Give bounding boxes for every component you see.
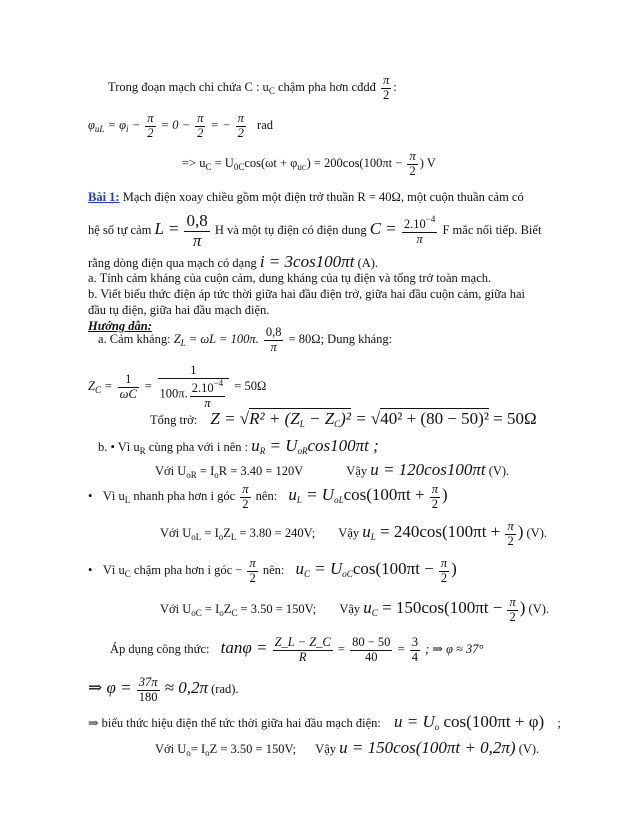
- line-ul: • Vì $u_L$ nhanh pha hơn i góc $\frac{\pi}{2}$ nên: $u_L = U_{oL}\cos(100\pi t$ + $\frac{\pi}{2}$ ): [88, 482, 448, 511]
- problem-line-2: hệ số tự cảm L = $\frac{0,8}{\pi}$ H và một tụ điện có điện dung C = $\frac{2.10^{-4}}{\pi}$ F mắc nối tiếp. Biết: [88, 211, 542, 250]
- line-final-2: Với $U_o= I_oZ = 3.50 = 150V$; Vậy u = 150cos(100πt + 0,2π) (V).: [155, 738, 540, 758]
- frac-uc-3: $\frac{\pi}{2}$: [509, 595, 516, 624]
- line-ur: b. • Vì $u_R$ cùng pha với i nên : $u_R = U_{oR}\cos 100\pi t$ ;: [98, 436, 379, 456]
- frac-ul-3: $\frac{\pi}{2}$: [507, 519, 514, 548]
- frac-tan-1: $\frac{Z\_L - Z\_C}{R}$: [274, 635, 331, 664]
- problem-line-6: đầu tụ điện, giữa hai đầu mạch điện.: [88, 303, 270, 317]
- problem-line-5: b. Viết biểu thức điện áp tức thời giữa hai đầu điện trở, giữa hai đầu cuộn cảm, giữa hai: [88, 287, 525, 301]
- line-tan: Áp dụng công thức: tanφ = $\frac{Z\_L - Z\_C}{R}$ = $\frac{80 - 50}{40}$ = $\frac{3}{4}$ ; ⇒ φ ≈ 37°: [110, 635, 484, 664]
- frac-tan-2: $\frac{80 - 50}{40}$: [352, 635, 391, 664]
- line-final: ⇒ biểu thức hiệu điện thế tức thời giữa hai đầu mạch điện: $u = U_o$ cos(100πt + φ) ;: [88, 712, 561, 732]
- frac-ul-1: $\frac{\pi}{2}$: [242, 482, 249, 511]
- frac-4: $\frac{\pi}{2}$: [409, 149, 416, 178]
- frac-1: $\frac{\pi}{2}$: [147, 111, 154, 140]
- line-ul-2: Với $U_{oL} = I_oZ_L = 3.80 = 240V$; Vậy $u_L = 240\cos(100\pi t$ + $\frac{\pi}{2}$ ) (V).: [160, 519, 547, 548]
- intro-tail: chậm pha hơn cđdđ: [274, 80, 376, 95]
- solution-heading: Hướng dẫn:: [88, 319, 152, 333]
- problem-line-4: a. Tính cảm kháng của cuộn cảm, dung kháng của tụ điện và tổng trở toàn mạch.: [88, 271, 492, 285]
- frac-uc-2: $\frac{\pi}{2}$: [440, 556, 448, 585]
- frac-2: $\frac{\pi}{2}$: [197, 111, 204, 140]
- frac-L: $\frac{0,8}{\pi}$: [186, 211, 208, 250]
- intro-line-1: Trong đoạn mạch chỉ chứa C : $u_C$ chậm pha hơn cđdđ $\frac{\pi}{2}$ :: [108, 73, 397, 102]
- problem-line-3: rằng dòng điện qua mạch có dạng i = 3cos100πt (A).: [88, 252, 379, 271]
- line-ur-2: Với $U_{oR} = I_oR = 3.40 = 120V$ Vậy u = 120cos100πt (V).: [155, 460, 510, 480]
- frac-phi: $\frac{37\pi}{180}$: [138, 675, 158, 704]
- frac-tan-3: $\frac{3}{4}$: [411, 635, 418, 664]
- line-zl: a. Cảm kháng: $Z_L = \omega L = 100\pi$. $\frac{0,8}{\pi}$ = 80Ω; Dung kháng:: [98, 325, 393, 354]
- line-z: Tổng trở: $Z = √R^2 + (Z_L - Z_C)^2 = √40^2 + (80 - 50)^2 = 50\Omega$: [150, 409, 537, 429]
- intro-fraction: $\frac{\pi}{2}$: [382, 73, 390, 102]
- frac-zc-2: 1 100π. $\frac{2.10^{-4}}{\pi}$: [158, 364, 230, 410]
- frac-C: $\frac{2.10^{-4}}{\pi}$: [403, 214, 436, 247]
- bullet-icon: •: [88, 489, 93, 504]
- line-uc-2: Với $U_{oC} = I_oZ_C = 3.50 = 150V$; Vậy $u_C = 150\cos(100\pi t$ − $\frac{\pi}{2}$ ) (V).: [160, 595, 550, 624]
- intro-line-3: => $u_C = U_{0C}\cos(\omega t + \varphi_{uC}) = 200\cos(100\pi t$ − $\frac{\pi}{2}$ ) V: [182, 149, 436, 178]
- frac-3: $\frac{\pi}{2}$: [237, 111, 244, 140]
- line-uc: • Vì $u_C$ chậm pha hơn i góc − $\frac{\pi}{2}$ nên: $u_C = U_{oC}\cos(100\pi t$ − $\frac{\pi}{2}$ ): [88, 556, 457, 585]
- problem-line-1: Bài 1: Mạch điện xoay chiều gồm một điện trở thuần R = 40Ω, một cuộn thuần cảm có: [88, 190, 524, 204]
- line-zc: $Z_C$ = $\frac{1}{\omega C}$ = 1 100π. $\frac{2.10^{-4}}{\pi}$ = 50Ω: [88, 363, 267, 410]
- problem-label: Bài 1:: [88, 190, 120, 204]
- frac-zl: $\frac{0,8}{\pi}$: [265, 325, 282, 354]
- bullet-icon: •: [88, 563, 93, 578]
- intro-text: Trong đoạn mạch chỉ chứa C : u: [108, 80, 269, 95]
- frac-ul-2: $\frac{\pi}{2}$: [431, 482, 438, 511]
- frac-zc-1: $\frac{1}{\omega C}$: [119, 371, 137, 401]
- line-phi: ⇒ φ = $\frac{37\pi}{180}$ ≈ 0,2π (rad).: [88, 675, 239, 704]
- frac-uc-1: $\frac{\pi}{2}$: [249, 556, 256, 585]
- intro-line-2: $\varphi_{uL} = \varphi_i$ − $\frac{\pi}{2}$ = 0 − $\frac{\pi}{2}$ = − $\frac{\pi}{2}$ rad: [88, 111, 274, 140]
- intro-sub: C: [268, 86, 275, 97]
